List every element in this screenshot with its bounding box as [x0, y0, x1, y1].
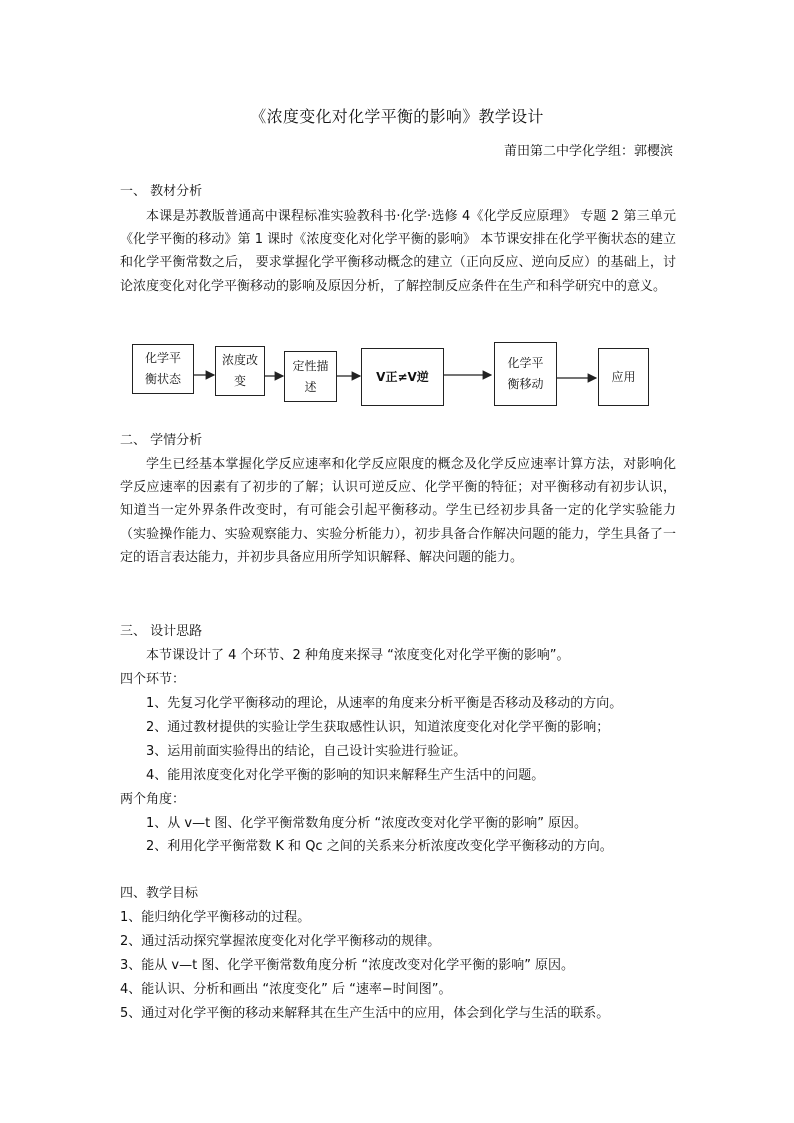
objective-item: 1、能归纳化学平衡移动的过程。: [120, 910, 311, 925]
author-line: 莆田第二中学化学组：郭樱滨: [503, 144, 673, 159]
angles-label: 两个角度：: [120, 792, 186, 807]
section-paragraph-2: 学生已经基本掌握化学反应速率和化学反应限度的概念及化学反应速率计算方法，对影响化学反应速率的因素有了初步的了解；认识可逆反应、化学平衡的特征；对平衡移动有初步认识，知道当一定外界条件改变时，有可能会引起平衡移动。学生已经初步具备一定的化学实验能力（实验操作能力、实验观察能力、实验分析能力），初步具备合作解决问题的能力，学生具备了一定的语言表达能力，并初步具备应用所学知识解释、解决问题的能力。: [120, 457, 676, 565]
section-paragraph-1: 本课是苏教版普通高中课程标准实验教科书·化学·选修 4《化学反应原理》 专题 2 第三单元《化学平衡的移动》第 1 课时《浓度变化对化学平衡的影响》 本节课安排在化学平衡状态的建立和化学平衡常数之后， 要求掌握化学平衡移动概念的建立（正向反应、逆向反应）的基础上，讨论浓度变化对化学平衡移动的影响及原因分析，了解控制反应条件在生产和科学研究中的意义。: [120, 209, 676, 294]
link-item: 2、通过教材提供的实验让学生获取感性认识，知道浓度变化对化学平衡的影响；: [146, 720, 610, 735]
flow-node-equilibrium-shift: 化学平衡移动: [494, 342, 557, 406]
link-item: 3、运用前面实验得出的结论，自己设计实验进行验证。: [146, 744, 467, 759]
objective-item: 5、通过对化学平衡的移动来解释其在生产生活中的应用，体会到化学与生活的联系。: [120, 1006, 610, 1021]
section-heading-3: 三、 设计思路: [120, 624, 203, 639]
link-item: 4、能用浓度变化对化学平衡的影响的知识来解释生产生活中的问题。: [146, 768, 545, 783]
flow-node-qualitative-description: 定性描述: [284, 351, 337, 402]
design-intro: 本节课设计了 4 个环节、2 种角度来探寻 “浓度变化对化学平衡的影响”。: [146, 648, 570, 663]
section-heading-2: 二、 学情分析: [120, 433, 203, 448]
flow-node-equilibrium-state: 化学平衡状态: [132, 344, 194, 394]
flow-node-concentration-change: 浓度改变: [215, 346, 265, 396]
angle-item: 2、利用化学平衡常数 K 和 Qc 之间的关系来分析浓度改变化学平衡移动的方向。: [146, 839, 613, 854]
flow-node-rate-inequality: V正≠V逆: [361, 348, 444, 406]
angle-item: 1、从 v—t 图、化学平衡常数角度分析 “浓度改变对化学平衡的影响” 原因。: [146, 816, 588, 831]
flow-node-application: 应用: [598, 348, 649, 406]
links-label: 四个环节：: [120, 672, 186, 687]
link-item: 1、先复习化学平衡移动的理论，从速率的角度来分析平衡是否移动及移动的方向。: [146, 696, 623, 711]
objective-item: 2、通过活动探究掌握浓度变化对化学平衡移动的规律。: [120, 934, 441, 949]
objective-item: 3、能从 v—t 图、化学平衡常数角度分析 “浓度改变对化学平衡的影响” 原因。: [120, 958, 575, 973]
section-heading-1: 一、 教材分析: [120, 184, 203, 199]
section-heading-4: 四、教学目标: [120, 886, 199, 901]
document-title: 《浓度变化对化学平衡的影响》教学设计: [250, 107, 544, 126]
objective-item: 4、能认识、分析和画出 “浓度变化” 后 “速率−时间图”。: [120, 982, 452, 997]
